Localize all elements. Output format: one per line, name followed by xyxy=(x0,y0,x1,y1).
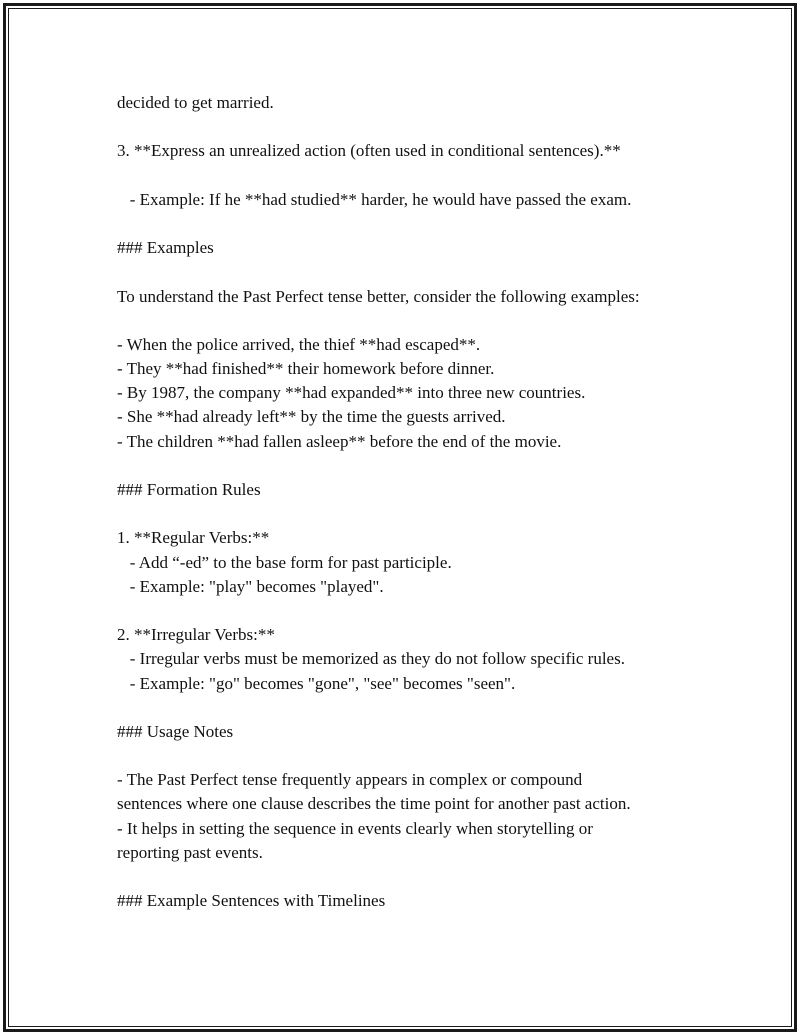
document-body xyxy=(117,91,717,913)
blank-line xyxy=(117,599,717,623)
blank-line xyxy=(117,212,717,236)
section-heading-formation-rules: ### Formation Rules xyxy=(117,480,261,499)
blank-line xyxy=(117,309,717,333)
blank-line xyxy=(117,454,717,478)
example-item: - They **had finished** their homework before dinner. xyxy=(117,359,495,379)
blank-line xyxy=(117,115,717,139)
rule-heading: 2. **Irregular Verbs:** xyxy=(117,625,275,645)
list-item-heading: 3. **Express an unrealized action (often used in conditional sentences).** xyxy=(117,141,621,161)
blank-line xyxy=(117,696,717,720)
blank-line xyxy=(117,502,717,526)
rule-detail: - Example: "go" becomes "gone", "see" becomes "seen". xyxy=(117,673,516,693)
usage-note-continued: reporting past events. xyxy=(117,842,263,862)
usage-note: - The Past Perfect tense frequently appears in complex or compound xyxy=(117,770,583,790)
example-item: - By 1987, the company **had expanded** into three new countries. xyxy=(117,383,586,403)
blank-line xyxy=(117,260,717,284)
example-item: - When the police arrived, the thief **had escaped**. xyxy=(117,334,481,354)
blank-line xyxy=(117,164,717,188)
text-line: decided to get married. xyxy=(117,93,274,112)
example-item: - The children **had fallen asleep** before the end of the movie. xyxy=(117,431,562,451)
section-heading-usage-notes: ### Usage Notes xyxy=(117,721,234,741)
section-heading-example-sentences: ### Example Sentences with Timelines xyxy=(117,891,386,911)
rule-heading: 1. **Regular Verbs:** xyxy=(117,528,270,548)
blank-line xyxy=(117,865,717,889)
example-item: - She **had already left** by the time the guests arrived. xyxy=(117,407,506,427)
rule-detail: - Add “-ed” to the base form for past participle. xyxy=(117,552,452,572)
blank-line xyxy=(117,744,717,768)
usage-note-continued: sentences where one clause describes the time point for another past action. xyxy=(117,794,631,814)
rule-detail: - Example: "play" becomes "played". xyxy=(117,576,384,596)
rule-detail: - Irregular verbs must be memorized as they do not follow specific rules. xyxy=(117,649,625,669)
intro-paragraph: To understand the Past Perfect tense better, consider the following examples: xyxy=(117,286,640,306)
section-heading-examples: ### Examples xyxy=(117,238,214,258)
usage-note: - It helps in setting the sequence in events clearly when storytelling or xyxy=(117,818,593,838)
example-line: - Example: If he **had studied** harder, he would have passed the exam. xyxy=(117,189,632,209)
